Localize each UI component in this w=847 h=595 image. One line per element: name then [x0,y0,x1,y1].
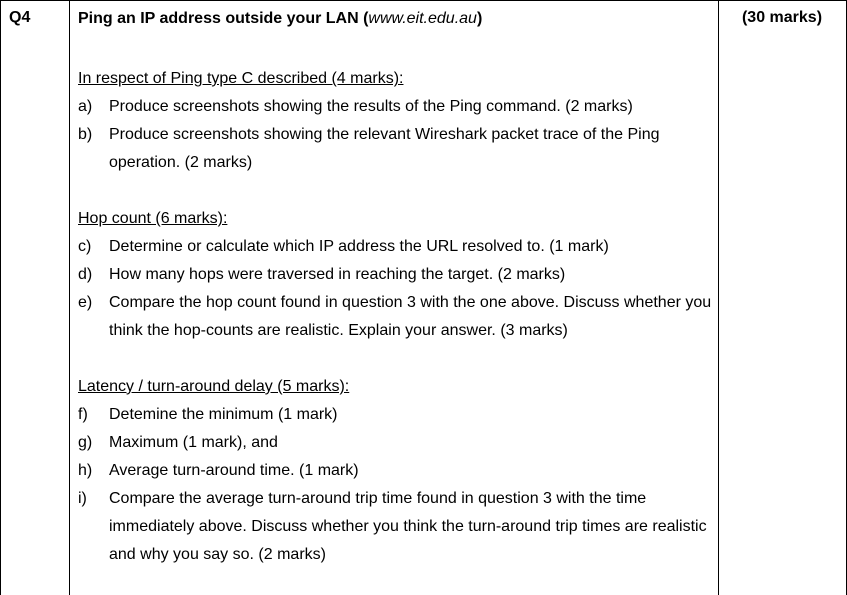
item-letter: d) [78,266,93,283]
section-heading-latency: Latency / turn-around delay (5 marks): [78,378,350,395]
section-spacer [78,177,714,205]
item-letter: h) [78,462,93,479]
item-text: Average turn-around time. (1 mark) [109,462,359,479]
item-text: How many hops were traversed in reaching the target. (2 marks) [109,266,566,283]
list-item-d [78,261,714,289]
section-heading-hop-count: Hop count (6 marks): [78,210,228,227]
list-item-e [78,289,714,345]
list-item-c [78,233,714,261]
item-letter: f) [78,406,88,423]
item-letter: c) [78,238,92,255]
question-content [78,9,714,569]
list-item-g [78,429,714,457]
item-letter: i) [78,490,87,507]
item-text: Produce screenshots showing the relevant Wireshark packet trace of the Ping operation. (2 marks) [109,126,660,171]
list-item-h [78,457,714,485]
item-text: Maximum (1 mark), and [109,434,278,451]
item-letter: g) [78,434,93,451]
item-text: Produce screenshots showing the results of the Ping command. (2 marks) [109,98,633,115]
list-item-b [78,121,714,177]
item-letter: b) [78,126,93,143]
column-divider-right [718,1,719,595]
item-text: Compare the average turn-around trip time found in question 3 with the time immediately above. Discuss whether you think the turn-around trip times are realistic and why you say so. (2 marks) [109,490,707,563]
list-item-a [78,93,714,121]
list-item-i [78,485,714,569]
question-number: Q4 [9,9,31,26]
title-url: www.eit.edu.au [368,10,477,27]
section-heading-ping-type: In respect of Ping type C described (4 marks): [78,70,404,87]
item-letter: e) [78,294,93,311]
total-marks: (30 marks) [741,9,823,26]
item-text: Compare the hop count found in question 3 with the one above. Discuss whether you think the hop-counts are realistic. Explain your answer. (3 marks) [109,294,712,339]
section-spacer [78,345,714,373]
item-text: Determine or calculate which IP address the URL resolved to. (1 mark) [109,238,609,255]
title-prefix: Ping an IP address outside your LAN ( [78,10,369,27]
item-letter: a) [78,98,93,115]
title-suffix: ) [476,10,483,27]
question-title [78,9,714,29]
list-item-f [78,401,714,429]
column-divider-left [69,1,70,595]
item-text: Detemine the minimum (1 mark) [109,406,338,423]
